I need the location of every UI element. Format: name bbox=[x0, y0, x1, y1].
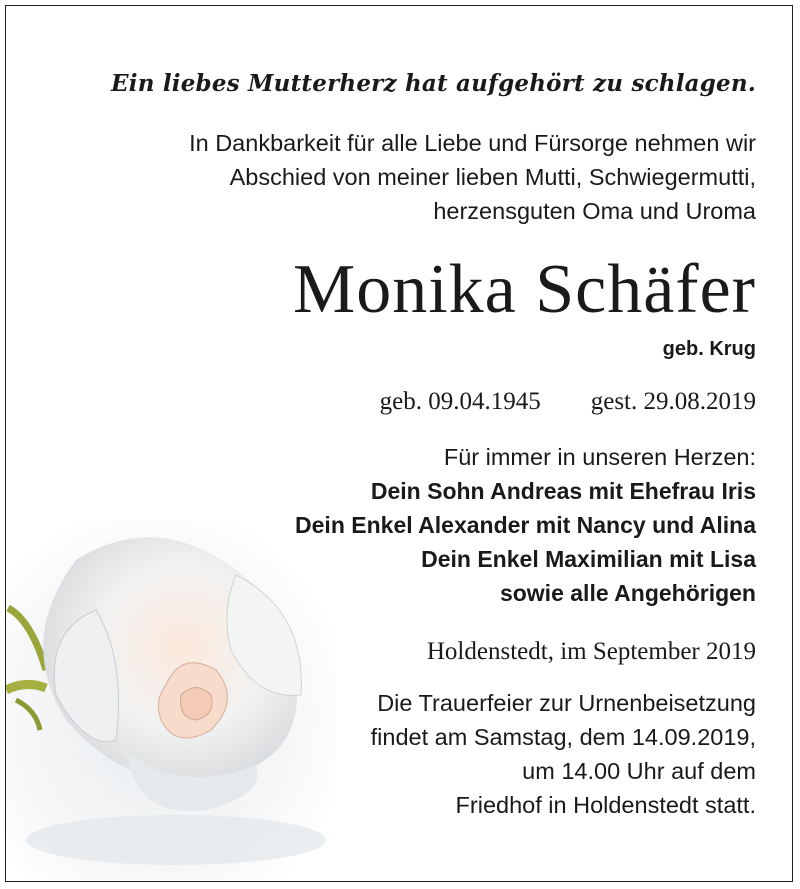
mourners-list bbox=[295, 474, 756, 610]
ceremony-line: Die Trauerfeier zur Urnenbeisetzung bbox=[377, 690, 756, 716]
birth-name: geb. Krug bbox=[662, 338, 756, 360]
ceremony-line: findet am Samstag, dem 14.09.2019, bbox=[370, 724, 756, 750]
deceased-name: Monika Schäfer bbox=[292, 251, 756, 328]
intro-line: In Dankbarkeit für alle Liebe und Fürsorge nehmen wir bbox=[189, 130, 756, 156]
life-dates bbox=[380, 388, 756, 416]
mourner-line: Dein Sohn Andreas mit Ehefrau Iris bbox=[370, 478, 756, 504]
mourner-line: sowie alle Angehörigen bbox=[499, 580, 756, 606]
ceremony-line: um 14.00 Uhr auf dem bbox=[522, 758, 756, 784]
ceremony-info bbox=[371, 686, 756, 822]
ceremony-line: Friedhof in Holdenstedt statt. bbox=[455, 792, 756, 818]
birth-date: geb. 09.04.1945 bbox=[379, 388, 541, 415]
intro-line: Abschied von meiner lieben Mutti, Schwiegermutti, bbox=[229, 164, 756, 190]
intro-line: herzensguten Oma und Uroma bbox=[433, 198, 756, 224]
death-date: gest. 29.08.2019 bbox=[590, 388, 756, 415]
white-rose-icon bbox=[6, 520, 336, 880]
mourner-line: Dein Enkel Alexander mit Nancy und Alina bbox=[295, 512, 756, 538]
place-date: Holdenstedt, im September 2019 bbox=[426, 638, 756, 665]
intro-text bbox=[189, 126, 756, 228]
mourner-line: Dein Enkel Maximilian mit Lisa bbox=[421, 546, 756, 572]
motto-line: Ein liebes Mutterherz hat aufgehört zu schlagen. bbox=[111, 70, 756, 97]
in-hearts-line: Für immer in unseren Herzen: bbox=[443, 444, 756, 470]
